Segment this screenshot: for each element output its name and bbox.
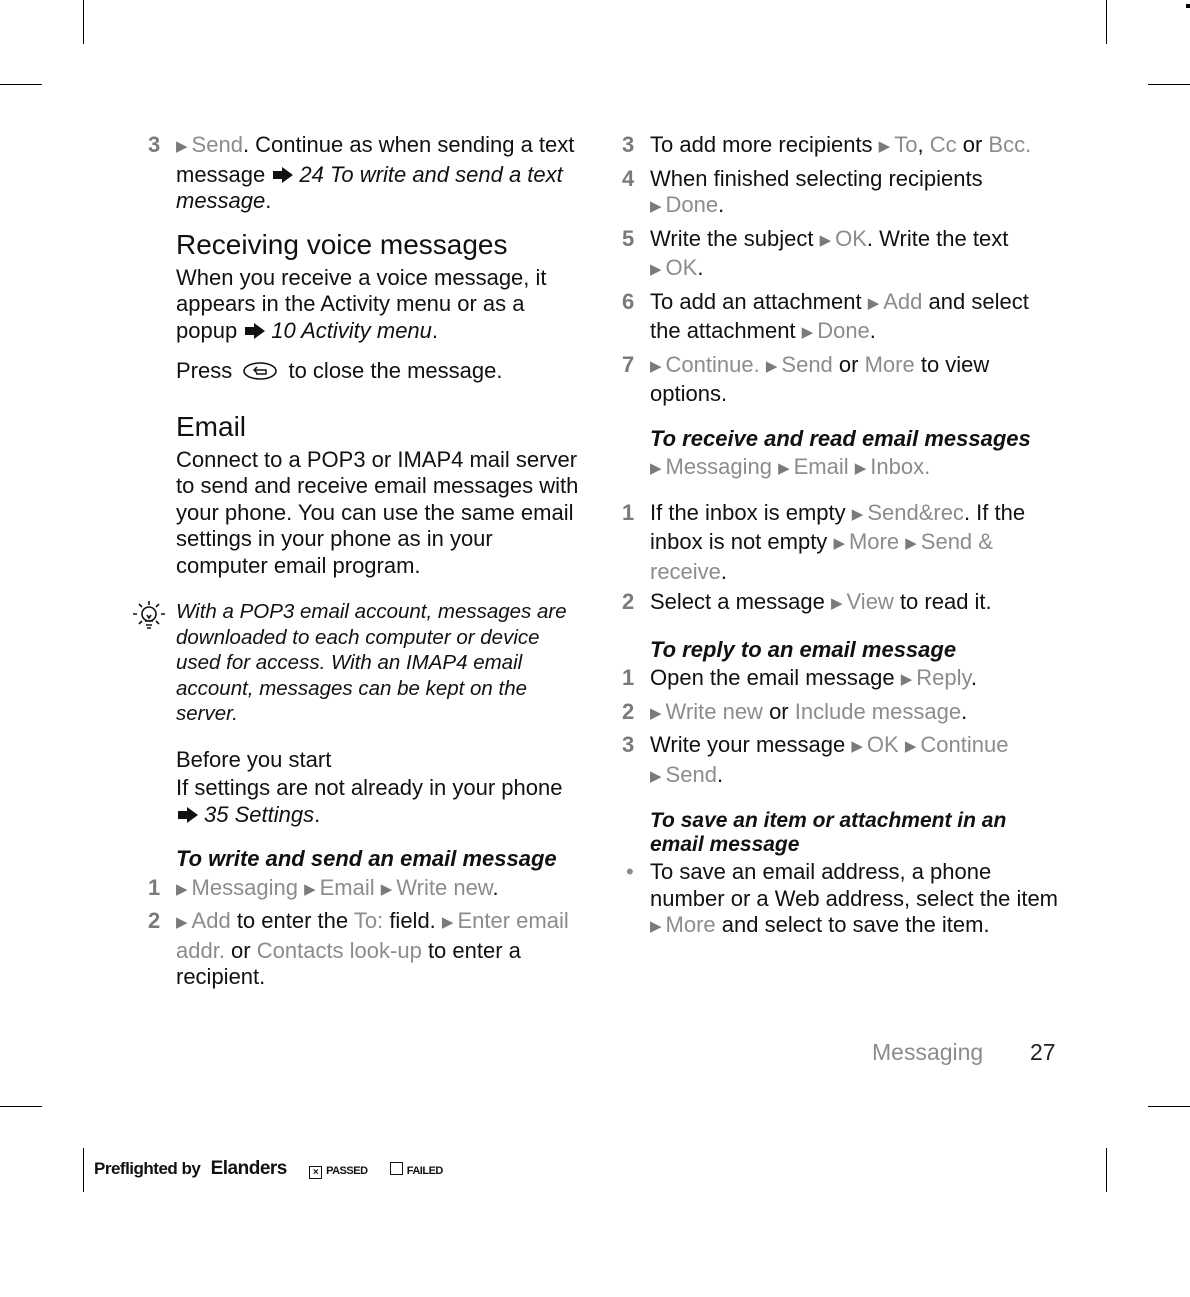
page-footer [872, 1039, 1056, 1066]
save-item-heading: To save an item or attachment in an email message [650, 809, 1007, 856]
reply-step-3: 3 Write your message ▶ OK ▶ Continue ▶ Send. [622, 732, 1009, 787]
menu-arrow-icon: ▶ [650, 918, 662, 935]
left-column [148, 132, 588, 991]
menu-arrow-icon: ▶ [650, 767, 662, 785]
before-you-start-paragraph: If settings are not already in your phone 35 Settings. [176, 775, 563, 827]
crop-mark [83, 0, 84, 44]
menu-arrow-icon: ▶ [778, 460, 790, 477]
reply-step-1: 1 Open the email message ▶ Reply. [622, 665, 977, 690]
receive-step-1: 1 If the inbox is empty ▶ Send&rec. If the inbox is not empty ▶ More ▶ Send & receive. [622, 499, 1026, 584]
crop-mark [1186, 4, 1190, 8]
menu-arrow-icon: ▶ [878, 138, 891, 155]
cross-reference-link[interactable]: To write and send a text message [176, 161, 563, 213]
menu-arrow-icon: ▶ [900, 671, 913, 688]
write-email-heading: To write and send an email message [176, 846, 557, 871]
menu-arrow-icon: ▶ [765, 357, 778, 375]
receive-email-path: ▶ Messaging ▶ Email ▶ Inbox. [650, 454, 931, 479]
step-number: 3 [148, 132, 161, 157]
passed-checkbox: × [309, 1166, 322, 1179]
crop-mark [1106, 1148, 1107, 1192]
command-send: Send [191, 132, 243, 157]
recipients-step-6: 6 To add an attachment ▶ Add and select the attachment ▶ Done. [622, 288, 1029, 343]
menu-arrow-icon: ▶ [851, 505, 864, 523]
back-key-icon [242, 361, 278, 381]
menu-arrow-icon: ▶ [650, 704, 662, 722]
lightbulb-tip-icon [132, 599, 166, 633]
menu-arrow-icon: ▶ [904, 738, 917, 755]
receiving-voice-heading: Receiving voice messages [176, 228, 508, 260]
menu-arrow-icon: ▶ [380, 880, 393, 898]
write-step-1: 1 ▶ Messaging ▶ Email ▶ Write new. [148, 874, 499, 900]
preflight-label: Preflighted by [94, 1159, 201, 1178]
menu-arrow-icon: ▶ [650, 261, 662, 278]
receiving-voice-paragraph: When you receive a voice message, it appears in the Activity menu or as a popup 10 Activity menu. [176, 264, 547, 343]
bullet-icon: • [626, 859, 634, 884]
step-send: 3 ▶ Send. Continue as when sending a text message 24 To write and send a text message. [148, 132, 575, 213]
recipients-step-4: 4 When finished selecting recipients ▶ Done. [622, 165, 983, 217]
cross-reference-page: 24 [299, 161, 330, 187]
cross-reference-arrow-icon [271, 166, 295, 184]
reply-step-2: 2 ▶ Write new or Include message. [622, 698, 968, 724]
menu-arrow-icon: ▶ [819, 231, 832, 249]
menu-arrow-icon: ▶ [801, 324, 814, 341]
cross-reference-link[interactable]: Settings [234, 801, 315, 827]
footer-section-name: Messaging [872, 1039, 984, 1065]
recipients-step-5: 5 Write the subject ▶ OK. Write the text ▶ OK. [622, 225, 1009, 280]
crop-mark [1106, 0, 1107, 44]
elanders-logo: Elanders [210, 1158, 287, 1179]
crop-mark [1148, 1106, 1190, 1107]
recipients-step-3: 3 To add more recipients ▶ To, Cc or Bcc. [622, 132, 1032, 157]
menu-arrow-icon: ▶ [176, 914, 188, 931]
crop-mark [1148, 84, 1190, 85]
tip-note: With a POP3 email account, messages are downloaded to each computer or device used for access. With an IMAP4 email account, messages can be kept on the server. [176, 599, 588, 727]
preflight-stamp [94, 1158, 443, 1180]
menu-arrow-icon: ▶ [830, 595, 843, 612]
crop-mark [0, 1106, 42, 1107]
menu-arrow-icon: ▶ [650, 357, 662, 375]
menu-arrow-icon: ▶ [304, 880, 316, 898]
reply-email-heading: To reply to an email message [650, 636, 957, 662]
menu-arrow-icon: ▶ [833, 535, 845, 552]
menu-arrow-icon: ▶ [441, 914, 454, 931]
menu-arrow-icon: ▶ [176, 138, 188, 155]
crop-mark [0, 84, 42, 85]
email-paragraph: Connect to a POP3 or IMAP4 mail server to send and receive email messages with your phone. You can use the same email settings in your phone as in your computer email program. [176, 446, 579, 578]
press-back-paragraph: Press to close the message. [176, 358, 503, 383]
receive-email-heading: To receive and read email messages [650, 425, 1031, 451]
before-you-start-heading: Before you start [176, 746, 332, 772]
recipients-step-7: 7 ▶ Continue. ▶ Send or More to view options. [622, 351, 990, 406]
write-step-2: 2 ▶ Add to enter the To: field. ▶ Enter email addr. or Contacts look-up to enter a recipient. [148, 908, 569, 989]
failed-checkbox [390, 1162, 403, 1175]
receive-step-2: 2 Select a message ▶ View to read it. [622, 589, 992, 614]
menu-arrow-icon: ▶ [650, 460, 662, 477]
cross-reference-link[interactable]: Activity menu [301, 317, 432, 343]
menu-arrow-icon: ▶ [854, 460, 867, 477]
right-column [622, 132, 1062, 942]
cross-reference-arrow-icon [176, 806, 200, 824]
crop-mark [83, 1148, 84, 1192]
cross-reference-arrow-icon [243, 322, 267, 340]
page-number: 27 [1030, 1039, 1056, 1065]
menu-arrow-icon: ▶ [851, 738, 863, 755]
menu-arrow-icon: ▶ [176, 880, 188, 898]
failed-label: FAILED [406, 1165, 443, 1177]
menu-arrow-icon: ▶ [867, 294, 880, 312]
passed-label: PASSED [326, 1165, 368, 1177]
menu-arrow-icon: ▶ [650, 198, 662, 215]
menu-arrow-icon: ▶ [905, 535, 917, 552]
email-heading: Email [176, 410, 247, 442]
save-item-bullet: • To save an email address, a phone number or a Web address, select the item ▶ More and select to save the item. [626, 859, 1059, 937]
